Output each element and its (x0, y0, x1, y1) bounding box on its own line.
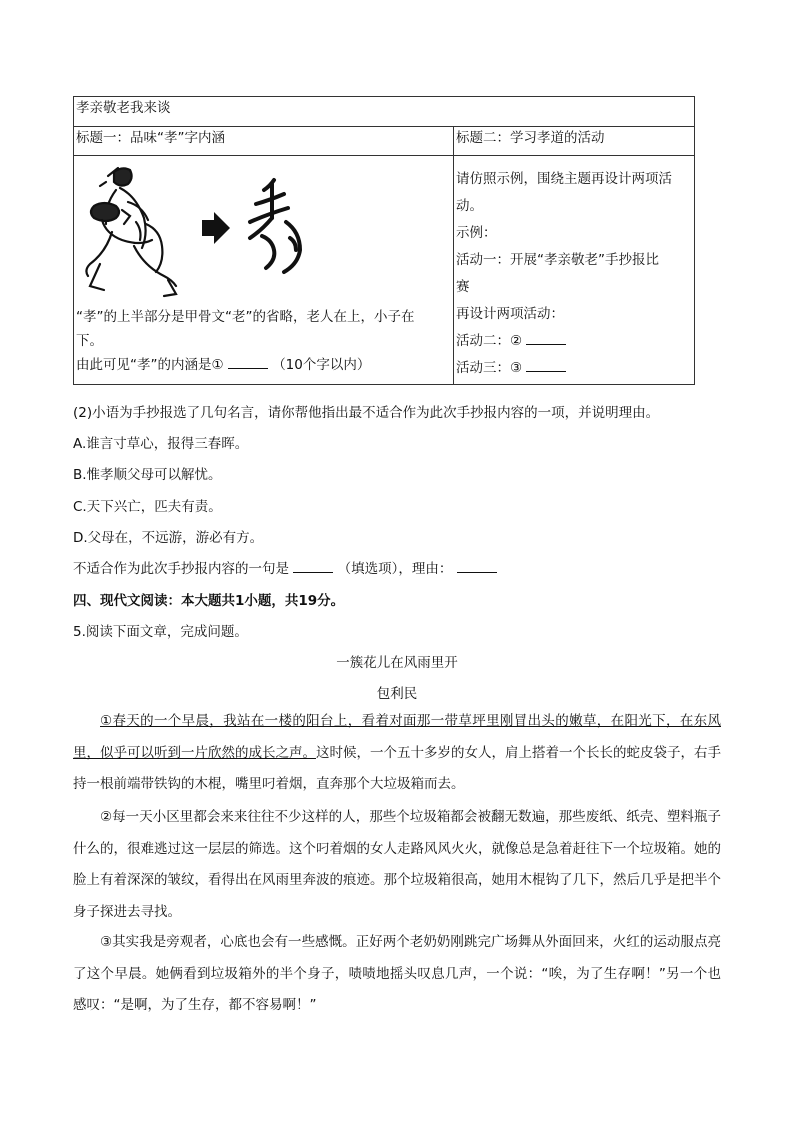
paragraph-1-rest: 这时候，一个五十多岁的女人，肩上搭着一个长长的蛇皮袋子，右手持一根前端带铁钩的木棍，嘴里叼着烟，直奔那个大垃圾箱而去。 (73, 744, 721, 792)
xiao-character-illustration (76, 162, 316, 302)
answer-blank-1[interactable] (228, 354, 268, 369)
activity-text: 示例： (456, 225, 497, 241)
answer-blank-3[interactable] (526, 357, 566, 372)
question-2-answer-line (73, 557, 723, 577)
option-answer-blank[interactable] (293, 558, 333, 573)
article-author: 包利民 (376, 686, 418, 702)
option-a: A.谁言寸草心，报得三春晖。 (73, 436, 249, 452)
article-title: 一簇花儿在风雨里开 (336, 655, 458, 671)
arrow-right-icon (202, 212, 230, 244)
activity-design-cell (454, 156, 695, 385)
explanation-line-3 (76, 354, 451, 376)
paragraph-1 (73, 706, 721, 801)
activity-two-label: 活动二：② (456, 333, 523, 349)
character-explanation-cell (74, 156, 454, 385)
heading-one: 标题一：品味“孝”字内涵 (74, 127, 454, 156)
theme-table (73, 96, 695, 385)
option-b: B.惟孝顺父母可以解忧。 (73, 467, 222, 483)
option-d: D.父母在，不远游，游必有方。 (73, 530, 264, 546)
xiao-seal-script-icon (250, 180, 300, 272)
activity-text: 活动一：开展“孝亲敬老”手抄报比 (456, 252, 659, 268)
explanation-line-2: 下。 (76, 333, 103, 349)
heading-two: 标题二：学习孝道的活动 (454, 127, 695, 156)
paragraph-3: ③其实我是旁观者，心底也会有一些感慨。正好两个老奶奶刚跳完广场舞从外面回来，火红的运动服点亮了这个早晨。她俩看到垃圾箱外的半个身子，啧啧地摇头叹息几声，一个说：“唉，为了生存啊！”另一个也感叹：“是啊，为了生存，都不容易啊！” (73, 934, 721, 1013)
activity-text: 再设计两项活动： (456, 306, 564, 322)
activity-two-line (456, 328, 692, 355)
explanation-line-1: “孝”的上半部分是甲骨文“老”的省略，老人在上，小子在 (76, 309, 415, 325)
question-2-prompt: (2)小语为手抄报选了几句名言，请你帮他指出最不适合作为此次手抄报内容的一项，并说明理由。 (73, 405, 660, 421)
elder-carried-figure-icon (86, 168, 176, 296)
option-c: C.天下兴亡，匹夫有责。 (73, 499, 222, 515)
reason-prompt: （填选项），理由： (337, 561, 453, 577)
activity-text: 动。 (456, 198, 483, 214)
table-title: 孝亲敬老我来谈 (74, 97, 695, 127)
answer-blank-2[interactable] (526, 330, 566, 345)
paragraph-2: ②每一天小区里都会来来往往不少这样的人，那些个垃圾箱都会被翻无数遍，那些废纸、纸壳、塑料瓶子什么的，很难逃过这一层层的筛选。这个叼着烟的女人走路风风火火，就像总是急着赶往下一个垃圾箱。她的脸上有着深深的皱纹，看得出在风雨里奔波的痕迹。那个垃圾箱很高，她用木棍钩了几下，然后几乎是把半个身子探进去寻找。 (73, 809, 721, 920)
meaning-prompt: 由此可见“孝”的内涵是① (76, 357, 224, 373)
activity-three-label: 活动三：③ (456, 360, 523, 376)
activity-three-line (456, 355, 692, 382)
activity-text: 赛 (456, 279, 470, 295)
reason-answer-blank[interactable] (457, 558, 497, 573)
answer-prompt: 不适合作为此次手抄报内容的一句是 (73, 561, 289, 577)
meaning-limit: （10个字以内） (272, 357, 371, 373)
question-5-prompt: 5.阅读下面文章，完成问题。 (73, 624, 248, 640)
section-heading: 四、现代文阅读：本大题共1小题，共19分。 (73, 593, 345, 609)
underlined-sentence: ①春天的一个早晨，我站在一楼的阳台上，看着对面那一带草坪里刚冒出头的嫩草，在阳光下，在东风里，似乎可以听到一片欣然的成长之声。 (73, 713, 721, 761)
activity-text: 请仿照示例，围绕主题再设计两项活 (456, 171, 672, 187)
